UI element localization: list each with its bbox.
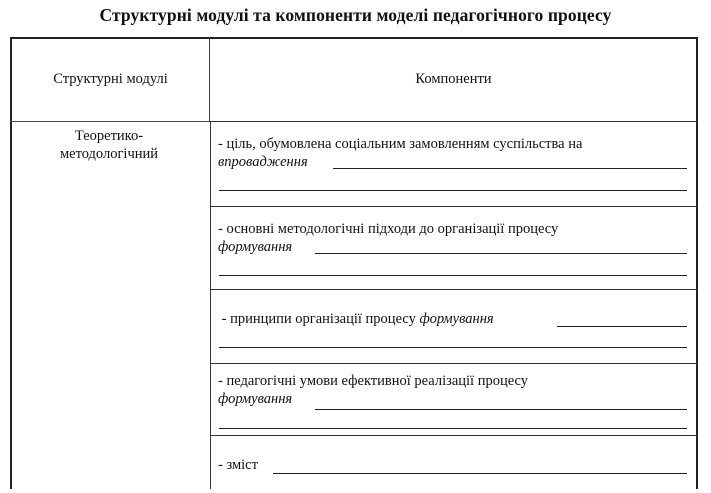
fill-in-line[interactable] — [315, 253, 687, 254]
component-cell-conditions — [210, 363, 698, 435]
header-column-divider — [209, 37, 210, 121]
component-cell-goal — [210, 121, 698, 206]
component-conditions-text — [218, 372, 688, 408]
header-modules-label: Структурні модулі — [53, 70, 168, 87]
component-goal-text — [218, 135, 688, 171]
component-approaches-label: - основні методологічні підходи до організації процесу — [218, 221, 559, 237]
fill-in-line[interactable] — [219, 347, 687, 348]
components-table — [10, 37, 698, 489]
component-conditions-italic: формування — [218, 391, 293, 407]
component-cell-content — [210, 435, 698, 489]
header-components — [211, 37, 696, 121]
fill-in-line[interactable] — [219, 275, 687, 276]
fill-in-line[interactable] — [273, 473, 687, 474]
fill-in-line[interactable] — [219, 428, 687, 429]
component-conditions-label: - педагогічні умови ефективної реалізації процесу — [218, 373, 529, 389]
fill-in-line[interactable] — [219, 190, 687, 191]
component-goal-label: - ціль, обумовлена соціальним замовленням суспільства на — [218, 136, 583, 152]
component-principles-italic: формування — [419, 311, 494, 327]
page-title: Структурні модулі та компоненти моделі педагогічного процесу — [99, 5, 612, 25]
module-name-line-2: методологічний — [59, 146, 159, 162]
component-cell-principles — [210, 289, 698, 363]
fill-in-line[interactable] — [557, 326, 687, 327]
component-principles-label: - принципи організації процесу — [218, 311, 420, 327]
fill-in-line[interactable] — [333, 168, 687, 169]
component-cell-approaches — [210, 206, 698, 289]
header-components-label: Компоненти — [415, 70, 492, 87]
component-content-text — [218, 456, 688, 474]
module-name — [12, 127, 206, 163]
component-approaches-italic: формування — [218, 239, 293, 255]
component-approaches-text — [218, 220, 688, 256]
component-content-label: - зміст — [218, 457, 258, 473]
header-modules — [12, 37, 209, 121]
component-goal-italic: впровадження — [218, 154, 308, 170]
fill-in-line[interactable] — [315, 409, 687, 410]
module-name-line-1: Теоретико- — [74, 128, 144, 144]
